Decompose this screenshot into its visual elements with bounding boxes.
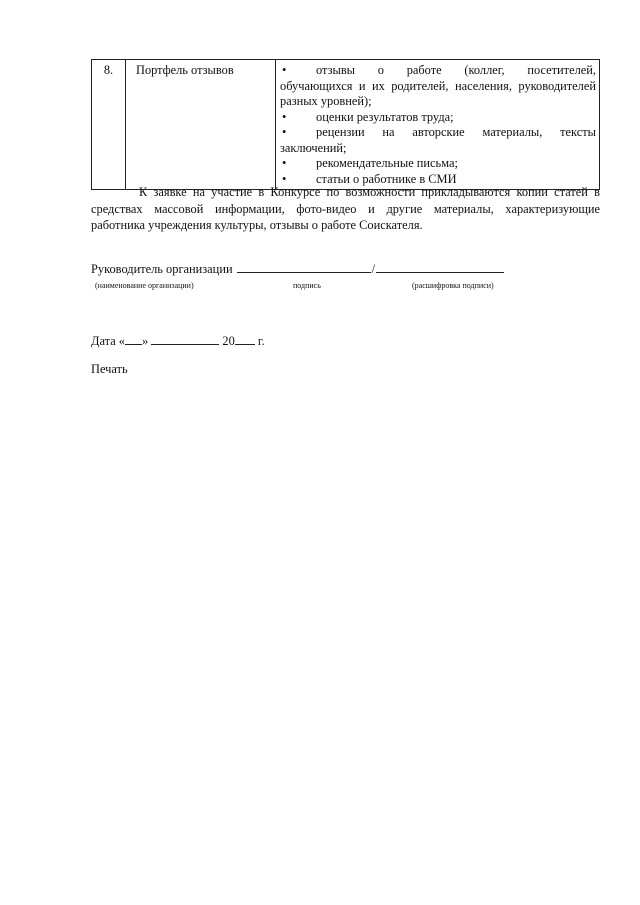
caption-org: (наименование организации)	[95, 281, 194, 290]
note-line: работника учреждения культуры, отзывы о работе Соискателя.	[91, 218, 423, 232]
item-text: отзывы о работе (коллег, посетителей,	[316, 63, 596, 77]
criteria-table	[91, 59, 600, 190]
item-text-cont: обучающихся и их родителей, населения, руководителей разных уровней);	[280, 78, 596, 108]
bullet-icon: •	[282, 171, 287, 186]
item-text: рецензии на авторские материалы, тексты	[316, 125, 596, 139]
date-close-quote: »	[142, 334, 149, 348]
note-line: средствах массовой информации, фото-видео и другие материалы, характеризующие	[91, 201, 600, 216]
items-list	[280, 63, 596, 187]
item-text: статьи о работнике в СМИ	[316, 171, 457, 186]
item-text: оценки результатов труда;	[316, 109, 454, 124]
row-items-cell	[276, 60, 600, 190]
list-item	[280, 110, 596, 126]
caption-decode: (расшифровка подписи)	[412, 281, 494, 290]
item-text-cont: заключений;	[280, 140, 347, 155]
attachments-note	[91, 184, 600, 234]
row-name: Портфель отзывов	[126, 60, 276, 190]
item-text: рекомендательные письма;	[316, 156, 458, 170]
date-label: Дата «	[91, 334, 125, 348]
day-field[interactable]	[125, 334, 142, 345]
date-suffix: г.	[257, 334, 265, 348]
month-field[interactable]	[151, 334, 219, 345]
stamp-label: Печать	[91, 362, 128, 376]
date-row	[91, 334, 265, 349]
list-item	[280, 156, 596, 172]
bullet-icon: •	[282, 125, 287, 139]
bullet-icon: •	[282, 63, 287, 77]
signature-decode-field[interactable]	[376, 262, 504, 273]
signature-label: Руководитель организации	[91, 262, 233, 276]
signature-row	[91, 262, 531, 277]
table-row	[92, 60, 600, 190]
bullet-icon: •	[282, 156, 287, 170]
year-field[interactable]	[235, 334, 255, 345]
row-number: 8.	[92, 60, 126, 190]
signature-slash: /	[371, 262, 376, 276]
year-prefix: 20	[222, 334, 235, 348]
note-line: К заявке на участие в Конкурсе по возможности прикладываются копии статей в	[139, 185, 600, 199]
list-item	[280, 125, 596, 156]
caption-sign: подпись	[293, 281, 321, 290]
bullet-icon: •	[282, 109, 287, 124]
signature-field[interactable]	[237, 262, 371, 273]
list-item	[280, 63, 596, 110]
